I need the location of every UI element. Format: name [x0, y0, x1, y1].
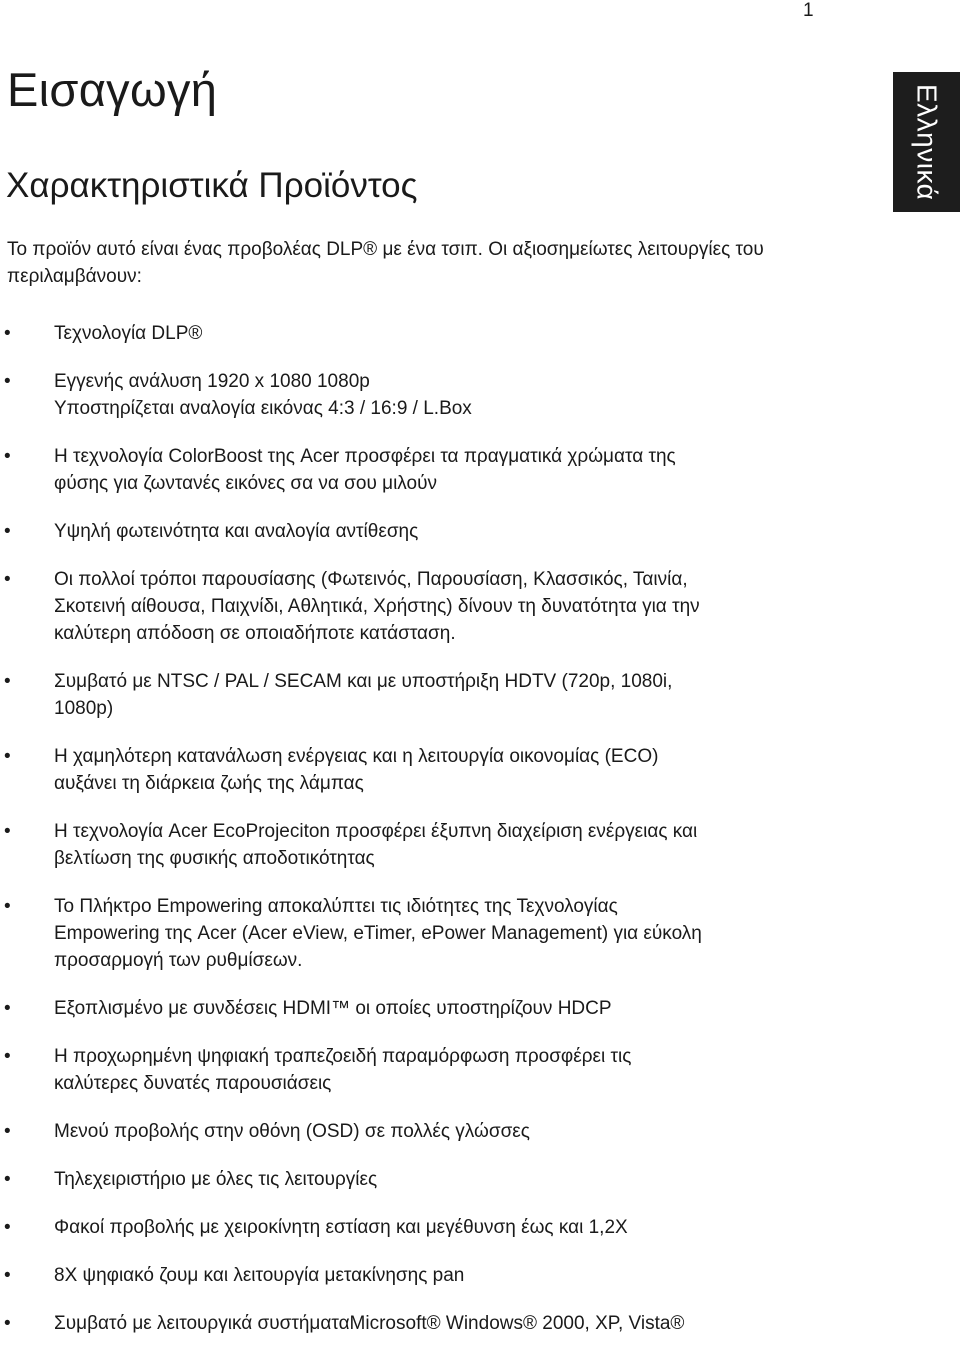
language-tab-label: Ελληνικά	[911, 83, 943, 201]
list-item: • Φακοί προβολής με χειροκίνητη εστίαση και μεγέθυνση έως και 1,2X	[0, 1214, 900, 1241]
list-item: • Εξοπλισμένο με συνδέσεις HDMI™ οι οποίες υποστηρίζουν HDCP	[0, 995, 900, 1022]
page-number: 1	[803, 0, 814, 21]
list-item: • Η τεχνολογία Acer EcoProjeciton προσφέρει έξυπνη διαχείριση ενέργειας και βελτίωση της φυσικής αποδοτικότητας	[0, 818, 900, 872]
section-heading: Χαρακτηριστικά Προϊόντος	[6, 166, 418, 205]
list-item: • Εγγενής ανάλυση 1920 x 1080 1080p Υποστηρίζεται αναλογία εικόνας 4:3 / 16:9 / L.Box	[0, 368, 900, 422]
list-item: • Υψηλή φωτεινότητα και αναλογία αντίθεσης	[0, 518, 900, 545]
list-item: • Μενού προβολής στην οθόνη (OSD) σε πολλές γλώσσες	[0, 1118, 900, 1145]
list-item: • Συμβατό με λειτουργικά συστήματαMicrosoft® Windows® 2000, XP, Vista®	[0, 1310, 900, 1337]
list-item: • Η τεχνολογία ColorBoost της Acer προσφέρει τα πραγματικά χρώματα της φύσης για ζωντανές εικόνες σα να σου μιλούν	[0, 443, 900, 497]
list-item: • Η προχωρημένη ψηφιακή τραπεζοειδή παραμόρφωση προσφέρει τις καλύτερες δυνατές παρουσιάσεις	[0, 1043, 900, 1097]
language-tab	[893, 72, 960, 212]
list-item: • Τηλεχειριστήριο με όλες τις λειτουργίες	[0, 1166, 900, 1193]
list-item: • Η χαμηλότερη κατανάλωση ενέργειας και η λειτουργία οικονομίας (ECO) αυξάνει τη διάρκεια ζωής της λάμπας	[0, 743, 900, 797]
page-title: Εισαγωγή	[7, 63, 218, 116]
list-item: • Τεχνολογία DLP®	[0, 320, 900, 347]
list-item: • Το Πλήκτρο Empowering αποκαλύπτει τις ιδιότητες της Τεχνολογίας Empowering της Acer (Acer eView, eTimer, ePower Management) για εύκολη προσαρμογή των ρυθμίσεων.	[0, 893, 900, 974]
feature-list	[0, 320, 900, 1358]
list-item: • 8X ψηφιακό ζουμ και λειτουργία μετακίνησης pan	[0, 1262, 900, 1289]
list-item: • Οι πολλοί τρόποι παρουσίασης (Φωτεινός, Παρουσίαση, Κλασσικός, Ταινία, Σκοτεινή αίθουσα, Παιχνίδι, Αθλητικά, Χρήστης) δίνουν τη δυνατότητα για την καλύτερη απόδοση σε οποιαδήποτε κατάσταση.	[0, 566, 900, 647]
list-item: • Συμβατό με NTSC / PAL / SECAM και με υποστήριξη HDTV (720p, 1080i, 1080p)	[0, 668, 900, 722]
intro-paragraph: Το προϊόν αυτό είναι ένας προβολέας DLP® με ένα τσιπ. Οι αξιοσημείωτες λειτουργίες του περιλαμβάνουν:	[7, 239, 764, 287]
